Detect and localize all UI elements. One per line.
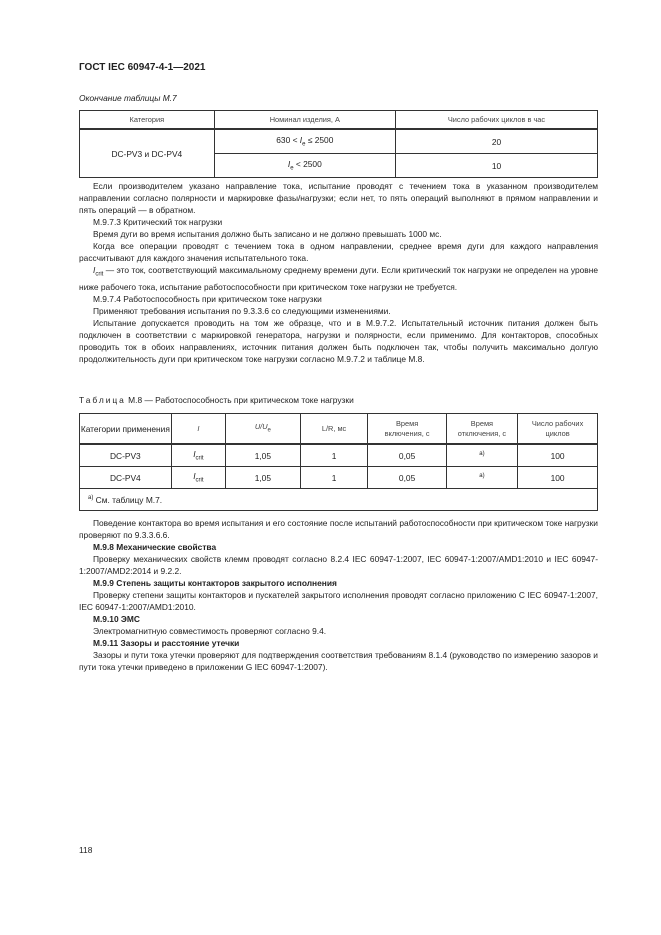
page-number: 118 — [79, 845, 93, 855]
paragraph: Проверку механических свойств клемм проводят согласно 8.2.4 IEC 60947-1:2007, IEC 60947-1:2007/AMD1:2010 и IEC 60947-1:2007/AMD2:2014 и 9.2.2. — [79, 554, 598, 576]
table-cell: $I_{crit}$ — [171, 467, 225, 489]
table-cell: $I_e < 2500$ — [214, 154, 395, 178]
section-heading: M.9.11 Зазоры и расстояние утечки — [93, 638, 240, 648]
table-footnote: $^{a)}$ См. таблицу M.7. — [80, 489, 598, 511]
table-cell: DC-PV3 и DC-PV4 — [80, 129, 215, 178]
table-header: Категория — [80, 111, 215, 130]
table-header: Время включения, с — [368, 414, 446, 445]
table-header: Число рабочих циклов в час — [395, 111, 597, 130]
table-cell: $I_{crit}$ — [171, 444, 225, 467]
paragraph: Электромагнитную совместимость проверяют согласно 9.4. — [93, 626, 327, 636]
table-cell: 100 — [518, 467, 598, 489]
table-cell: 1,05 — [226, 444, 301, 467]
table-header: Номинал изделия, А — [214, 111, 395, 130]
document-header: ГОСТ IEC 60947-4-1—2021 — [79, 62, 206, 73]
table-header: L/R, мс — [300, 414, 368, 445]
table-cell: a) — [446, 444, 517, 467]
table-cell: $630 < I_e \le 2500$ — [214, 129, 395, 154]
paragraph: Время дуги во время испытания должно быть записано и не должно превышать 1000 мс. — [93, 229, 442, 239]
body-text-1 — [79, 180, 598, 365]
table-cell: DC-PV3 — [80, 444, 172, 467]
paragraph: Испытание допускается проводить на том же образце, что и в M.9.7.2. Испытательный источник питания должен быть подключен в соответствии с маркировкой генератора, нагрузки и полярности, если применимо. Для контакторов, способных проводить ток в обоих направлениях, источник питания должен быть подключен так, чтобы получить максимально долгую продолжительность дуги при критическом токе нагрузки согласно M.9.7.2 и таблице M.8. — [79, 317, 598, 364]
table-header: I — [171, 414, 225, 445]
table-m8 — [79, 413, 598, 511]
body-text-2 — [79, 517, 598, 673]
table-cell: 10 — [395, 154, 597, 178]
section-heading: M.9.7.4 Работоспособность при критическом токе нагрузки — [93, 293, 322, 304]
table-cell: 100 — [518, 444, 598, 467]
table-header: Время отключения, с — [446, 414, 517, 445]
table-cell: a) — [446, 467, 517, 489]
section-heading: M.9.10 ЭМС — [93, 614, 140, 624]
table-cell: 1 — [300, 444, 368, 467]
paragraph: Применяют требования испытания по 9.3.3.6 со следующими изменениями. — [93, 305, 391, 316]
table-cell: 1 — [300, 467, 368, 489]
paragraph: Проверку степени защиты контакторов и пускателей закрытого исполнения проводят согласно приложению C IEC 60947-1:2007, IEC 60947-1:2007/AMD1:2010. — [79, 590, 598, 612]
section-heading: M.9.9 Степень защиты контакторов закрытого исполнения — [93, 578, 337, 588]
table-cell: DC-PV4 — [80, 467, 172, 489]
section-heading: M.9.7.3 Критический ток нагрузки — [93, 217, 223, 227]
table-cell: 0,05 — [368, 467, 446, 489]
paragraph: $I_{crit}$ — это ток, соответствующий максимальному среднему времени дуги. Если критический ток нагрузки не определен на уровне ниже рабочего тока, испытание работоспособности при критическом токе нагрузки не требуется. — [79, 265, 598, 292]
table-row — [80, 444, 598, 467]
table-m8-caption: Таблица M.8 — Работоспособность при критическом токе нагрузки — [79, 395, 354, 405]
table-row — [80, 467, 598, 489]
table-cell: 20 — [395, 129, 597, 154]
table-header: Число рабочих циклов — [518, 414, 598, 445]
paragraph: Зазоры и пути тока утечки проверяют для подтверждения соответствия требованиям 8.1.4 (руководство по измерению зазоров и пути тока утечки приведено в приложении G IEC 60947-1:2007). — [79, 650, 598, 672]
table-header: Категории применения — [80, 414, 172, 445]
paragraph: Поведение контактора во время испытания и его состояние после испытаний работоспособности при критическом токе нагрузки проверяют по 9.3.3.6.6. — [79, 518, 598, 540]
table-m7 — [79, 110, 598, 178]
paragraph: Когда все операции проводят с течением тока в одном направлении, среднее время дуги для каждого направления рассчитывают для каждого значения испытательного тока. — [79, 241, 598, 263]
table-m7-caption: Окончание таблицы M.7 — [79, 93, 177, 103]
section-heading: M.9.8 Механические свойства — [93, 542, 217, 552]
table-cell: 0,05 — [368, 444, 446, 467]
table-cell: 1,05 — [226, 467, 301, 489]
table-footnote-row — [80, 489, 598, 511]
paragraph: Если производителем указано направление тока, испытание проводят с течением тока в указанном производителем направлении согласно полярности и маркировке фазы/нагрузки; если нет, то пять операций выполняют в прямом направлении и пять операций — в обратном. — [79, 181, 598, 215]
table-header: $U/U_e$ — [226, 414, 301, 445]
table-row — [80, 129, 598, 154]
